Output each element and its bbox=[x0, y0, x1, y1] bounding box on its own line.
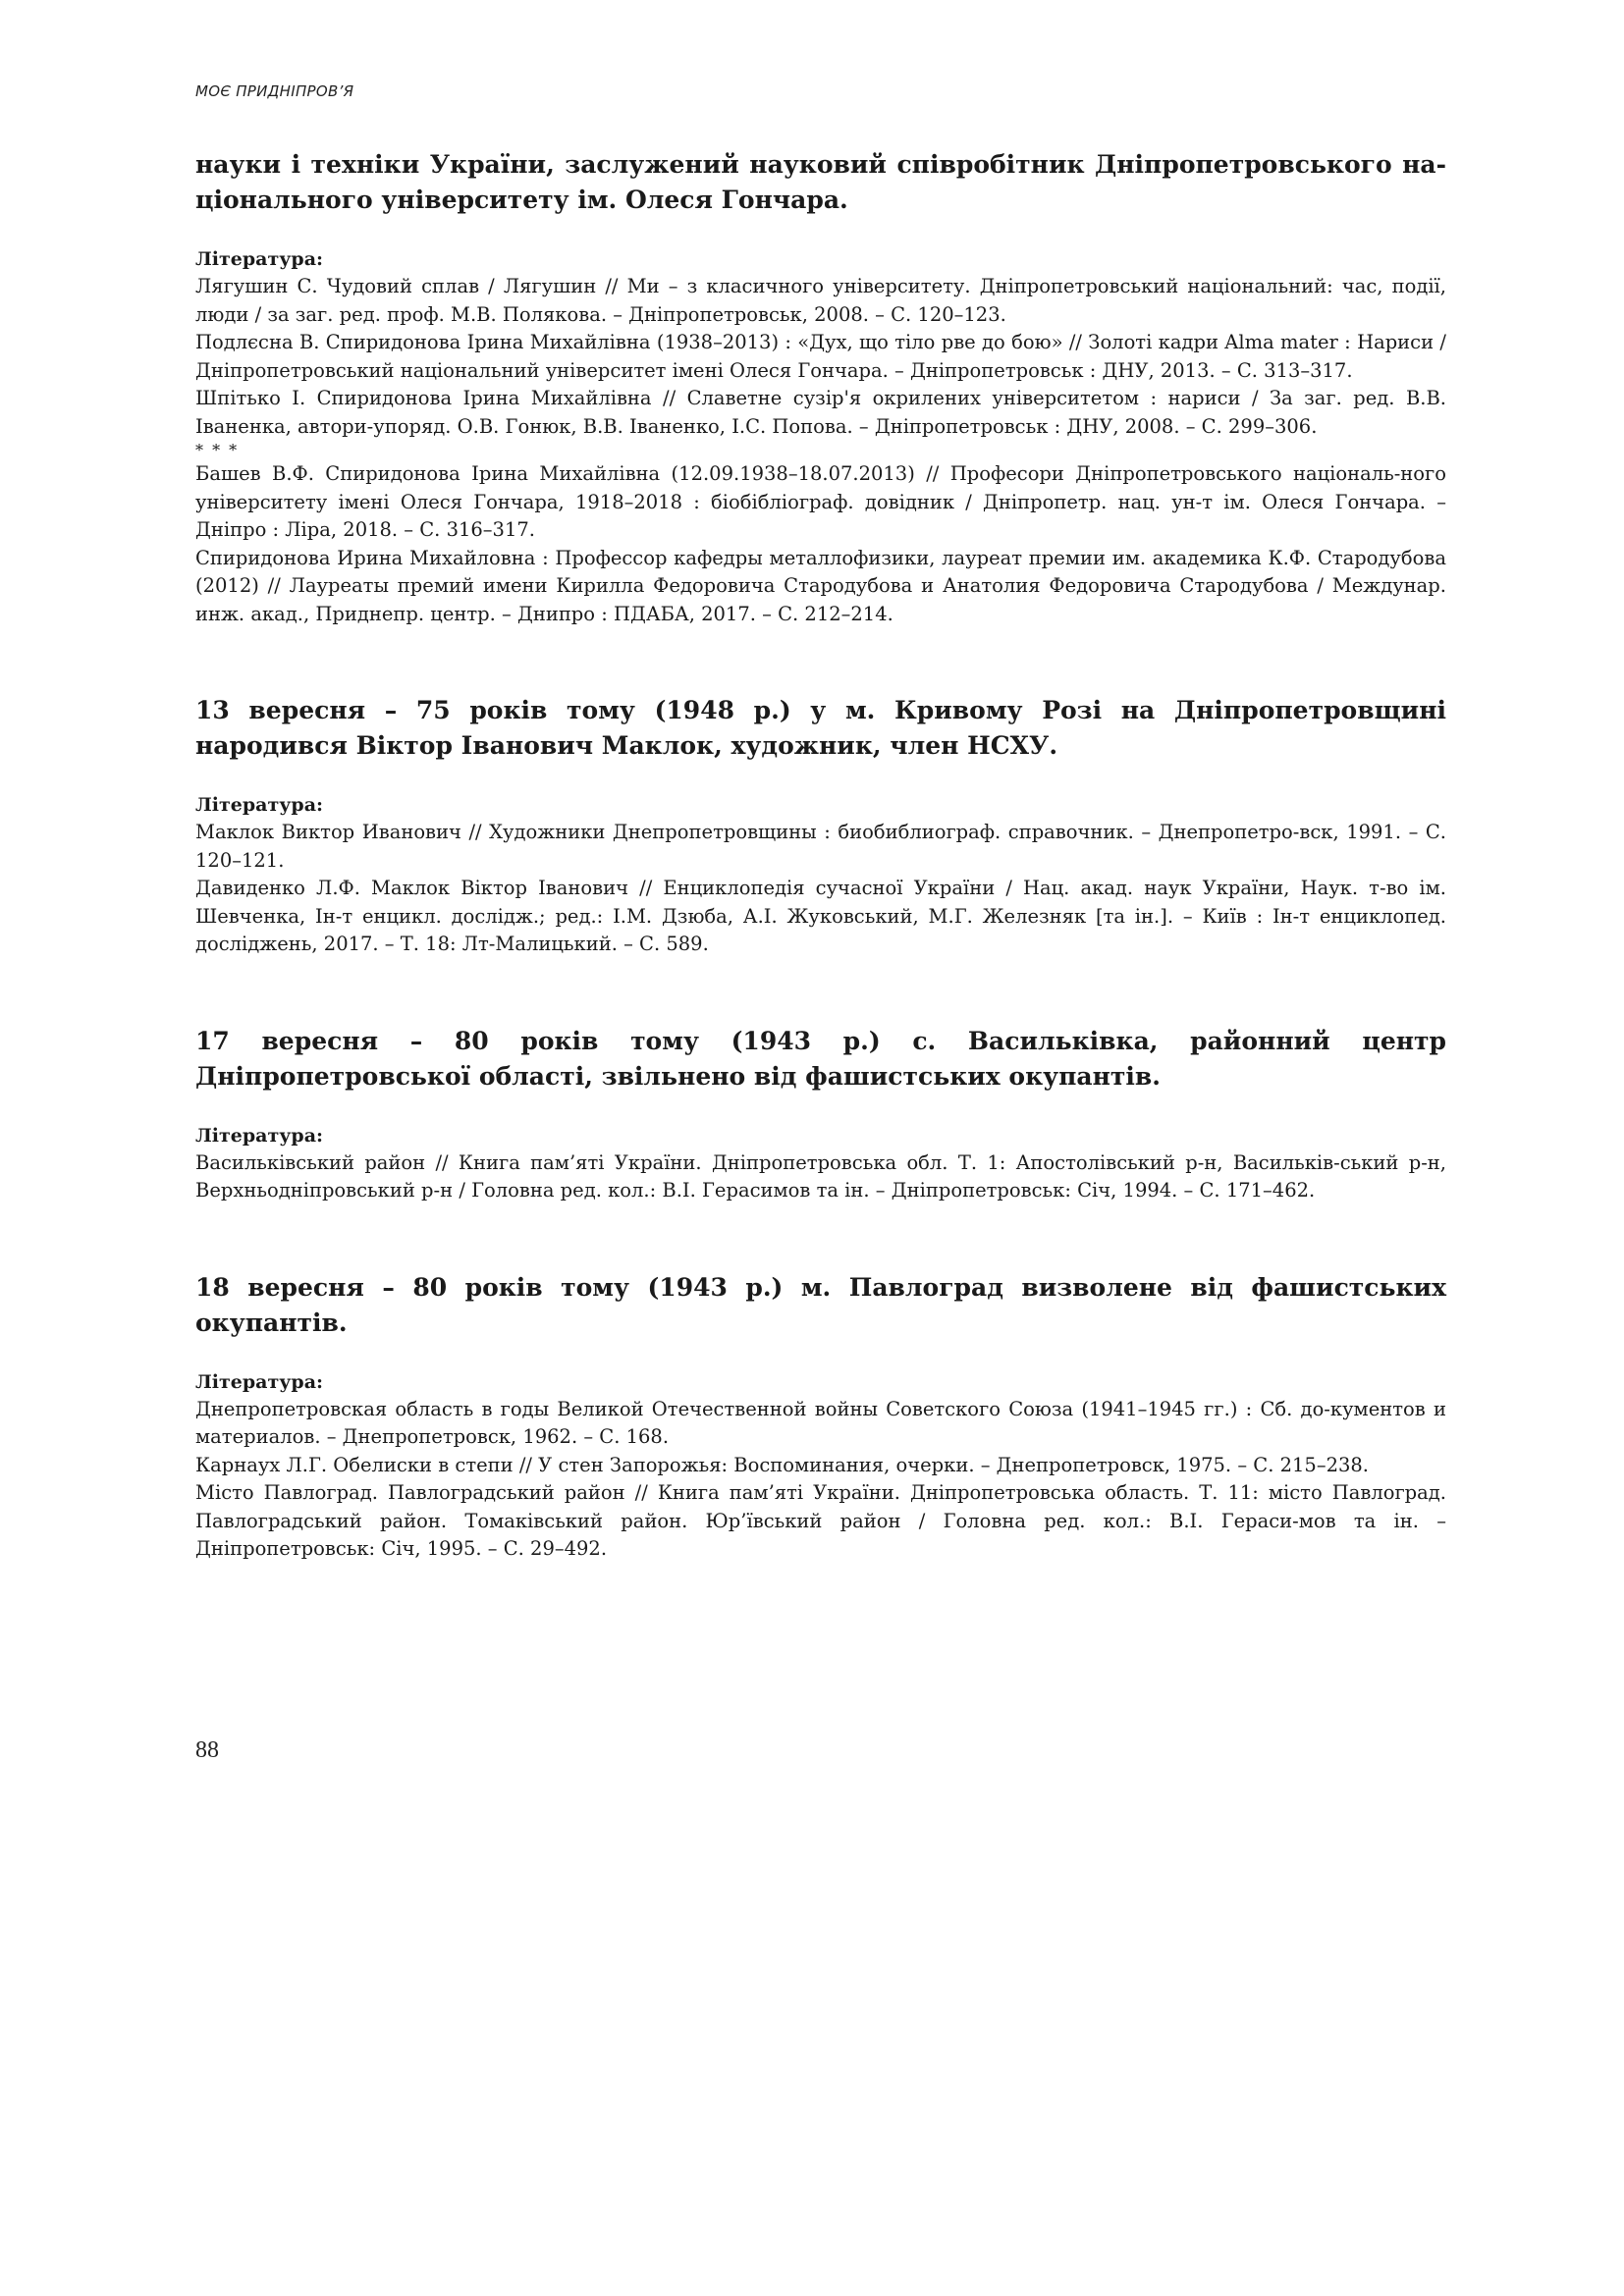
separator-stars: * * * bbox=[195, 441, 240, 459]
literature-label: Література: bbox=[195, 1370, 324, 1393]
page-content bbox=[195, 147, 1446, 1564]
section-3 bbox=[195, 1024, 1446, 1205]
reference-item: Башев В.Ф. Спиридонова Ірина Михайлівна (12.09.1938–18.07.2013) // Професори Дніпропетровського національ-ного університету імені Олеся Гончара, 1918–2018 : біобібліограф. довідник / Дніпропетр. нац. ун-т ім. Олеся Гончара. – Дніпро : Ліра, 2018. – С. 316–317. bbox=[195, 462, 1446, 541]
literature-label: Література: bbox=[195, 1124, 324, 1147]
reference-item: Карнаух Л.Г. Обелиски в степи // У стен Запорожья: Воспоминания, очерки. – Днепропетровск, 1975. – С. 215–238. bbox=[195, 1453, 1369, 1476]
section-heading: 13 вересня – 75 років тому (1948 р.) у м. Кривому Розі на Дніпропетровщині народився Віктор Іванович Маклок, художник, член НСХУ. bbox=[195, 696, 1446, 760]
section-heading: 18 вересня – 80 років тому (1943 р.) м. Павлоград визволене від фашистських окупантів. bbox=[195, 1272, 1446, 1337]
section-heading: 17 вересня – 80 років тому (1943 р.) с. Васильківка, районний центр Дніпропетровської області, звільнено від фашистських окупантів. bbox=[195, 1026, 1446, 1091]
reference-item: Днепропетровская область в годы Великой Отечественной войны Советского Союза (1941–1945 гг.) : Сб. до-кументов и материалов. – Днепропетровск, 1962. – С. 168. bbox=[195, 1397, 1446, 1448]
literature-label: Література: bbox=[195, 794, 324, 816]
section-heading: науки і техніки України, заслужений науковий співробітник Дніпропетровського на-ціонального університету ім. Олеся Гончара. bbox=[195, 150, 1446, 214]
reference-item: Маклок Виктор Иванович // Художники Днепропетровщины : биобиблиограф. справочник. – Днепропетро-вск, 1991. – С. 120–121. bbox=[195, 821, 1446, 872]
literature-label: Література: bbox=[195, 248, 324, 270]
section-1 bbox=[195, 147, 1446, 628]
running-head: МОЄ ПРИДНІПРОВ’Я bbox=[195, 82, 354, 100]
page-number: 88 bbox=[195, 1737, 219, 1763]
reference-item: Подлєсна В. Спиридонова Ірина Михайлівна (1938–2013) : «Дух, що тіло рве до бою» // Золоті кадри Alma mater : Нариси / Дніпропетровський національний університет імені Олеся Гончара. – Дніпропетровськ : ДНУ, 2013. – С. 313–317. bbox=[195, 331, 1446, 382]
reference-item: Спиридонова Ирина Михайловна : Профессор кафедры металлофизики, лауреат премии им. академика К.Ф. Стародубова (2012) // Лауреаты премий имени Кирилла Федоровича Стародубова и Анатолия Федоровича Стародубова / Междунар. инж. акад., Приднепр. центр. – Днипро : ПДАБА, 2017. – С. 212–214. bbox=[195, 546, 1446, 625]
reference-item: Давиденко Л.Ф. Маклок Віктор Іванович // Енциклопедія сучасної України / Нац. акад. наук України, Наук. т-во ім. Шевченка, Ін-т енцикл. дослідж.; ред.: І.М. Дзюба, А.І. Жуковський, М.Г. Железняк [та ін.]. – Київ : Ін-т енциклопед. досліджень, 2017. – Т. 18: Лт-Малицький. – С. 589. bbox=[195, 877, 1446, 955]
reference-item: Лягушин С. Чудовий сплав / Лягушин // Ми – з класичного університету. Дніпропетровський національний: час, події, люди / за заг. ред. проф. М.В. Полякова. – Дніпропетровськ, 2008. – С. 120–123. bbox=[195, 275, 1446, 326]
section-4 bbox=[195, 1270, 1446, 1564]
reference-item: Шпітько І. Спиридонова Ірина Михайлівна // Славетне сузір'я окрилених університетом : нариси / За заг. ред. В.В. Іваненка, автори-упоряд. О.В. Гонюк, В.В. Іваненко, І.С. Попова. – Дніпропетровськ : ДНУ, 2008. – С. 299–306. bbox=[195, 387, 1446, 438]
reference-item: Місто Павлоград. Павлоградський район // Книга пам’яті України. Дніпропетровська область. Т. 11: місто Павлоград. Павлоградський район. Томаківський район. Юр’ївський район / Головна ред. кол.: В.І. Гераси-мов та ін. – Дніпропетровськ: Січ, 1995. – С. 29–492. bbox=[195, 1481, 1446, 1560]
reference-item: Васильківський район // Книга пам’яті України. Дніпропетровська обл. Т. 1: Апостолівський р-н, Васильків-ський р-н, Верхньодніпровський р-н / Головна ред. кол.: В.І. Герасимов та ін. – Дніпропетровськ: Січ, 1994. – С. 171–462. bbox=[195, 1150, 1446, 1201]
section-2 bbox=[195, 693, 1446, 959]
